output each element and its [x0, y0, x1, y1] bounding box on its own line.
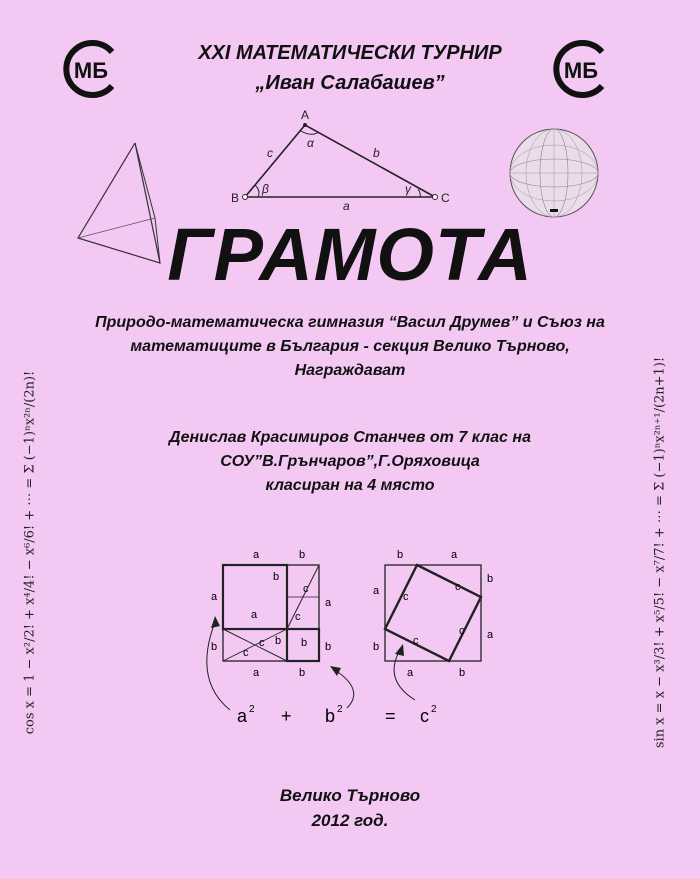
eq-a-exp: 2 [249, 704, 255, 715]
cos-series-formula: cos x = 1 − x²/2! + x⁴/4! − x⁶/6! + ⋯ = Σ (−1)ⁿx²ⁿ/(2n)! [22, 370, 38, 735]
label-a: a [253, 667, 260, 679]
label-b: b [397, 549, 404, 561]
tournament-name: „Иван Салабашев” [255, 72, 445, 94]
label-a: a [451, 549, 458, 561]
recipient-line-3: класиран на 4 място [265, 477, 435, 494]
certificate-title: ГРАМОТА [167, 213, 533, 296]
label-a: a [251, 609, 258, 621]
eq-plus: + [281, 706, 292, 726]
triangle-abc-diagram [225, 105, 475, 215]
footer-year: 2012 год. [311, 811, 389, 830]
label-b: b [459, 667, 466, 679]
label-b: b [373, 641, 380, 653]
label-c: c [243, 647, 249, 659]
vertex-a: A [301, 108, 310, 122]
vertex-c: C [441, 191, 450, 205]
smb-logo-left-icon [60, 38, 122, 100]
wire-sphere-icon [506, 125, 602, 221]
label-c: c [295, 611, 301, 623]
label-b: b [299, 549, 306, 561]
label-c: c [459, 625, 465, 637]
label-c: c [303, 583, 309, 595]
angle-alpha: α [307, 136, 314, 150]
logo-text: МБ [563, 58, 599, 83]
label-b: b [301, 637, 308, 649]
eq-c-exp: 2 [431, 704, 437, 715]
recipient-line-1: Денислав Красимиров Станчев от 7 клас на [169, 429, 531, 446]
eq-c: c [420, 706, 429, 726]
label-c: c [259, 637, 265, 649]
label-b: b [273, 571, 280, 583]
side-b: b [373, 146, 380, 160]
organizers-line-2: математиците в България - секция Велико Търново, [130, 338, 570, 355]
label-a: a [487, 629, 494, 641]
eq-a: a [237, 706, 248, 726]
pythagoras-proof-diagram [175, 540, 515, 740]
vertex-b: B [231, 191, 240, 205]
label-c: c [413, 635, 419, 647]
sin-series-formula: sin x = x − x³/3! + x⁵/5! − x⁷/7! + ⋯ = Σ (−1)ⁿx²ⁿ⁺¹/(2n+1)! [652, 356, 668, 749]
label-a: a [407, 667, 414, 679]
label-a: a [373, 585, 380, 597]
organizers-line-3: Награждават [294, 362, 406, 379]
label-b: b [299, 667, 306, 679]
smb-logo-right-icon [550, 38, 612, 100]
side-a: a [343, 199, 350, 213]
recipient-line-2: СОУ”В.Грънчаров”,Г.Оряховица [220, 453, 480, 470]
eq-b-exp: 2 [337, 704, 343, 715]
label-a: a [211, 591, 218, 603]
angle-beta: β [262, 182, 269, 196]
label-c: c [455, 581, 461, 593]
eq-b: b [325, 706, 336, 726]
eq-equals: = [385, 706, 396, 726]
label-b: b [275, 635, 282, 647]
label-b: b [211, 641, 218, 653]
organizers-line-1: Природо-математическа гимназия “Васил Друмев” и Съюз на [95, 314, 605, 331]
label-a: a [325, 597, 332, 609]
label-b: b [325, 641, 332, 653]
label-a: a [253, 549, 260, 561]
tournament-title: XXI МАТЕМАТИЧЕСКИ ТУРНИР [198, 42, 502, 64]
label-c: c [403, 591, 409, 603]
logo-text: МБ [73, 58, 109, 83]
footer-city: Велико Търново [279, 786, 421, 805]
side-c: c [267, 146, 273, 160]
angle-gamma: γ [405, 182, 411, 196]
label-b: b [487, 573, 494, 585]
